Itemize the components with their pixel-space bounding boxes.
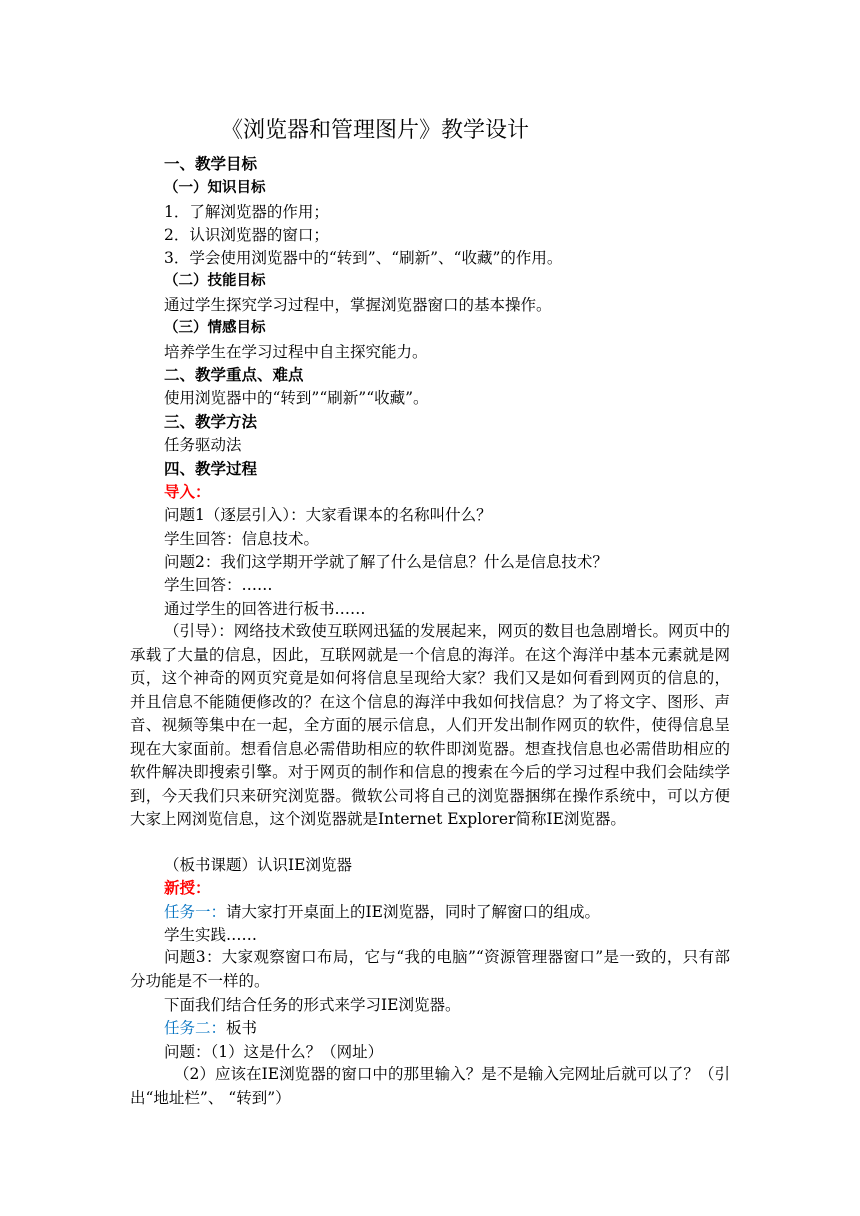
method-text: 任务驱动法 <box>164 436 242 454</box>
new-lesson-label: 新授： <box>164 879 211 897</box>
subheading-knowledge: （一）知识目标 <box>164 180 266 196</box>
subheading-emotion: （三）情感目标 <box>164 320 266 336</box>
section-heading-process: 四、教学过程 <box>164 460 258 478</box>
question-url: 问题：（1）这是什么？（网址） <box>164 1043 384 1061</box>
board-title: （板书课题）认识IE浏览器 <box>164 856 352 874</box>
task-1-line <box>164 900 600 922</box>
section-heading-objectives: 一、教学目标 <box>164 155 258 173</box>
section-heading-keypoints: 二、教学重点、难点 <box>164 366 304 384</box>
keypoint-text: 使用浏览器中的“转到”“刷新”“收藏”。 <box>164 389 429 407</box>
knowledge-item-3: 3．学会使用浏览器中的“转到”、“刷新”、“收藏”的作用。 <box>164 249 563 267</box>
intro-label: 导入： <box>164 483 211 501</box>
skill-text: 通过学生探究学习过程中，掌握浏览器窗口的基本操作。 <box>164 296 552 314</box>
subheading-skill: （二）技能目标 <box>164 273 266 289</box>
answer-2: 学生回答：…… <box>164 576 273 594</box>
task-1-label: 任务一： <box>164 903 227 921</box>
task-2-line <box>164 1016 257 1038</box>
document-title: 《浏览器和管理图片》教学设计 <box>221 118 530 143</box>
guide-paragraph: （引导）：网络技术致使互联网迅猛的发展起来，网页的数目也急剧增长。网页中的承载了大量的信息，因此，互联网就是一个信息的海洋。在这个海洋中基本元素就是网页，这个神奇的网页究竟是如何将信息呈现给大家？我们又是如何看到网页的信息的，并且信息不能随便修改的？在这个信息的海洋中我如何找信息？为了将文字、图形、声音、视频等集中在一起，全方面的展示信息，人们开发出制作网页的软件，使得信息呈现在大家面前。想看信息必需借助相应的软件即浏览器。想查找信息也必需借助相应的软件解决即搜索引擎。对于网页的制作和信息的搜索在今后的学习过程中我们会陆续学到，今天我们只来研究浏览器。微软公司将自己的浏览器捆绑在操作系统中，可以方便大家上网浏览信息，这个浏览器就是Internet Explorer简称IE浏览器。 <box>130 622 730 828</box>
knowledge-item-2: 2．认识浏览器的窗口； <box>164 226 329 244</box>
emotion-text: 培养学生在学习过程中自主探究能力。 <box>164 343 428 361</box>
task-2-label: 任务二： <box>164 1019 227 1037</box>
task-1-text: 请大家打开桌面上的IE浏览器，同时了解窗口的组成。 <box>226 903 600 921</box>
next-step: 下面我们结合任务的形式来学习IE浏览器。 <box>164 996 461 1014</box>
question-1: 问题1（逐层引入）：大家看课本的名称叫什么？ <box>164 506 492 524</box>
knowledge-item-1: 1．了解浏览器的作用； <box>164 203 329 221</box>
question-2: 问题2：我们这学期开学就了解了什么是信息？什么是信息技术？ <box>164 553 608 571</box>
section-heading-method: 三、教学方法 <box>164 413 258 431</box>
answer-1: 学生回答：信息技术。 <box>164 530 320 548</box>
board-note: 通过学生的回答进行板书…… <box>164 600 366 618</box>
question-input-paragraph: （2）应该在IE浏览器的窗口中的那里输入？是不是输入完网址后就可以了？（引出“地址栏”、 “转到”） <box>130 1065 730 1107</box>
task-2-text: 板书 <box>226 1019 258 1037</box>
student-practice: 学生实践…… <box>164 926 258 944</box>
question-3-paragraph: 问题3：大家观察窗口布局，它与“我的电脑”“资源管理器窗口”是一致的，只有部分功能是不一样的。 <box>130 948 730 990</box>
